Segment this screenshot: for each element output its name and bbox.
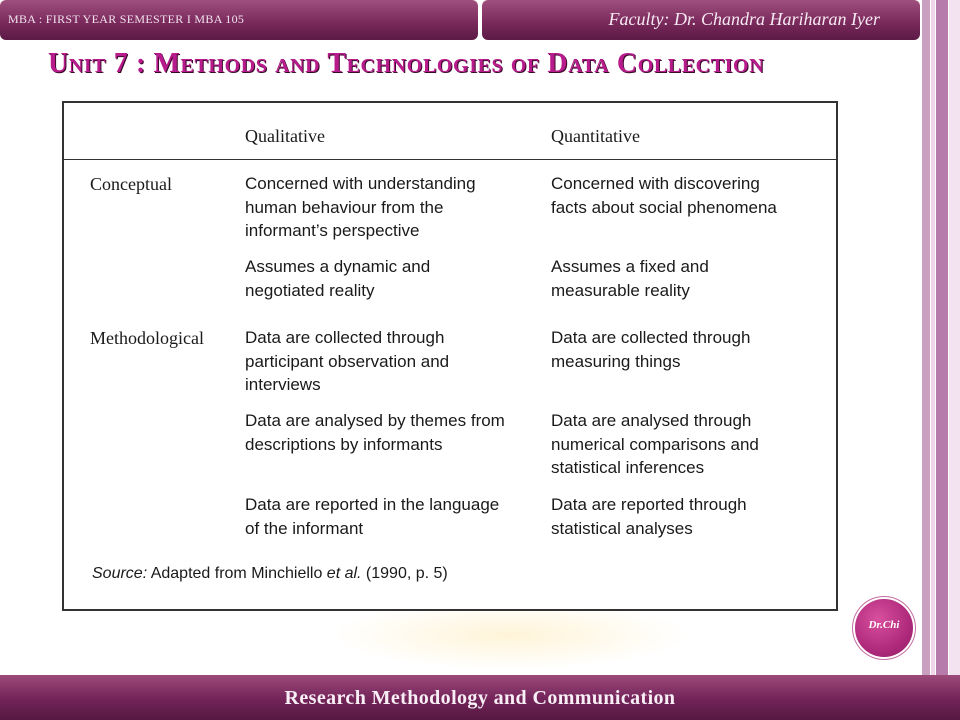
decorative-stripe bbox=[922, 0, 930, 720]
source-year: (1990, p. 5) bbox=[361, 565, 448, 582]
decorative-stripe bbox=[931, 0, 935, 720]
cell-line: statistical inferences bbox=[551, 458, 705, 477]
decorative-stripe bbox=[949, 0, 960, 720]
header-divider bbox=[64, 159, 836, 160]
cell-line: Data are analysed by themes from bbox=[245, 411, 505, 430]
table-cell bbox=[245, 172, 476, 243]
logo-text: Dr.Chi bbox=[868, 619, 900, 631]
logo-badge bbox=[855, 599, 913, 657]
table-cell bbox=[245, 493, 499, 540]
faculty-label: Faculty: Dr. Chandra Hariharan Iyer bbox=[608, 9, 880, 29]
table-cell bbox=[245, 409, 505, 456]
footer-title: Research Methodology and Communication bbox=[284, 687, 676, 709]
cell-line: informant’s perspective bbox=[245, 221, 420, 240]
source-text: Adapted from Minchiello bbox=[147, 565, 327, 582]
cell-line: Assumes a fixed and bbox=[551, 257, 709, 276]
decorative-stripe bbox=[936, 0, 948, 720]
cell-line: negotiated reality bbox=[245, 280, 375, 300]
cell-line: interviews bbox=[245, 375, 321, 394]
comparison-table bbox=[62, 101, 838, 611]
course-label: MBA : FIRST YEAR SEMESTER I MBA 105 bbox=[8, 12, 245, 26]
column-header-qualitative: Qualitative bbox=[245, 126, 325, 146]
row-label-methodological: Methodological bbox=[90, 328, 204, 348]
table-cell bbox=[551, 326, 750, 373]
row-label-conceptual: Conceptual bbox=[90, 174, 172, 194]
table-cell bbox=[551, 172, 777, 219]
table-cell bbox=[245, 326, 449, 397]
slide-title: Unit 7 : Methods and Technologies of Data Collection bbox=[48, 48, 765, 79]
cell-line: Assumes a dynamic and bbox=[245, 257, 431, 276]
cell-line: measurable reality bbox=[551, 280, 690, 300]
header-course-bar bbox=[0, 0, 478, 40]
cell-line: numerical comparisons and bbox=[551, 434, 759, 454]
cell-line: Data are collected through bbox=[551, 328, 751, 347]
header-faculty-bar bbox=[482, 0, 920, 40]
table-cell bbox=[551, 409, 759, 480]
column-header-quantitative: Quantitative bbox=[551, 126, 640, 146]
cell-line: Data are collected through bbox=[245, 328, 445, 347]
source-label: Source: bbox=[92, 565, 148, 582]
footer-bar bbox=[0, 675, 960, 720]
table-cell bbox=[245, 255, 430, 302]
cell-line: measuring things bbox=[551, 351, 681, 371]
cell-line: participant observation and bbox=[245, 351, 450, 371]
cell-line: descriptions by informants bbox=[245, 434, 443, 454]
table-cell bbox=[551, 255, 709, 302]
cell-line: of the informant bbox=[245, 518, 364, 538]
cell-line: Concerned with discovering bbox=[551, 174, 760, 193]
cell-line: Data are reported through bbox=[551, 495, 747, 514]
cell-line: statistical analyses bbox=[551, 518, 693, 538]
source-note bbox=[92, 565, 448, 583]
cell-line: Data are analysed through bbox=[551, 411, 752, 430]
source-etal: et al. bbox=[326, 565, 362, 582]
cell-line: Concerned with understanding bbox=[245, 174, 476, 193]
table-cell bbox=[551, 493, 747, 540]
cell-line: facts about social phenomena bbox=[551, 197, 777, 217]
cell-line: Data are reported in the language bbox=[245, 495, 500, 514]
cell-line: human behaviour from the bbox=[245, 197, 444, 217]
